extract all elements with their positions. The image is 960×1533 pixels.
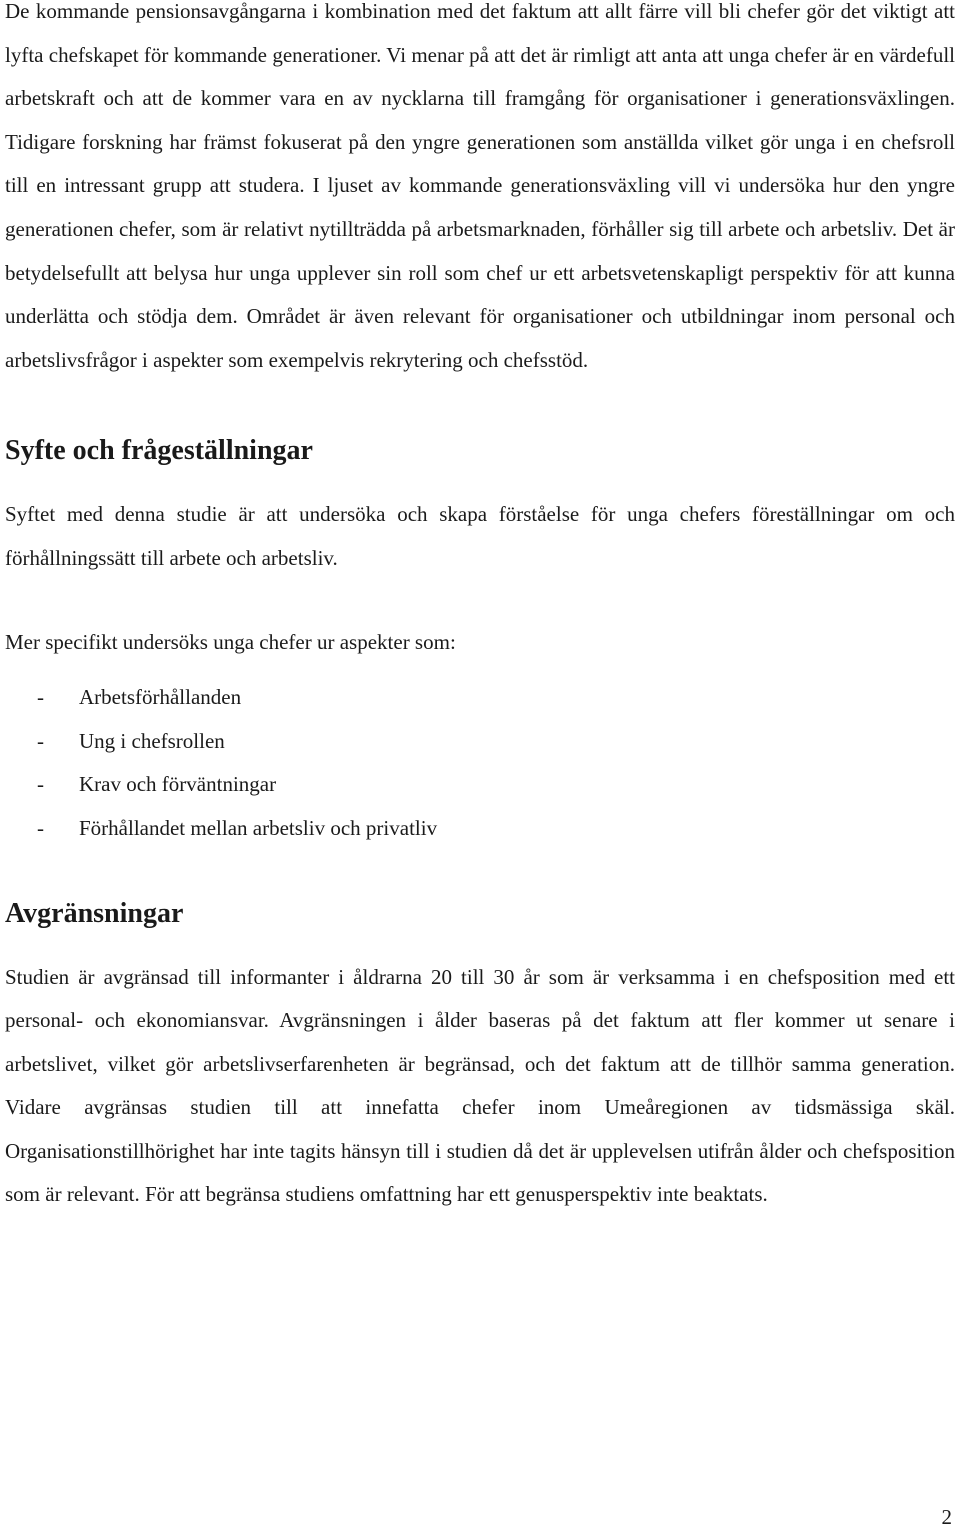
intro-paragraph: De kommande pensionsavgångarna i kombination med det faktum att allt färre vill bli chefer gör det viktigt att lyfta chefskapet för kommande generationer. Vi menar på att det är rimligt att anta att unga chefer är en värdefull arbetskraft och att de kommer vara en av nycklarna till framgång för organisationer i generationsväxlingen. Tidigare forskning har främst fokuserat på den yngre generationen som anställda vilket gör unga i en chefsroll till en intressant grupp att studera. I ljuset av kommande generationsväxling vill vi undersöka hur den yngre generationen chefer, som är relativt nytillträdda på arbetsmarknaden, förhåller sig till arbete och arbetsliv. Det är betydelsefullt att belysa hur unga upplever sin roll som chef ur ett arbetsvetenskapligt perspektiv för att kunna underlätta och stödja dem. Området är även relevant för organisationer och utbildningar inom personal och arbetslivsfrågor i aspekter som exempelvis rekrytering och chefsstöd. <box>5 0 955 372</box>
aspects-lead: Mer specifikt undersöks unga chefer ur aspekter som: <box>5 629 456 654</box>
avgransningar-paragraph: Studien är avgränsad till informanter i åldrarna 20 till 30 år som är verksamma i en chefsposition med ett personal- och ekonomiansvar. Avgränsningen i ålder baseras på det faktum att fler kommer ut senare i arbetslivet, vilket gör arbetslivserfarenheten är begränsad, och det faktum att de tillhör samma generation. Vidare avgränsas studien till att innefatta chefer inom Umeåregionen av tidsmässiga skäl. Organisationstillhörighet har inte tagits hänsyn till i studien då det är upplevelsen utifrån ålder och chefsposition som är relevant. För att begränsa studiens omfattning har ett genusperspektiv inte beaktats. <box>5 964 955 1207</box>
bullet-dash: - <box>37 685 44 710</box>
list-item-text: Ung i chefsrollen <box>79 728 225 753</box>
list-item-text: Krav och förväntningar <box>79 772 277 797</box>
list-item <box>5 763 955 807</box>
list-item-text: Förhållandet mellan arbetsliv och privatliv <box>79 815 438 840</box>
heading-avgransningar: Avgränsningar <box>5 897 184 929</box>
bullet-dash: - <box>37 815 44 840</box>
heading-syfte: Syfte och frågeställningar <box>5 435 313 467</box>
document-page <box>5 0 955 1217</box>
bullet-dash: - <box>37 772 44 797</box>
syfte-paragraph: Syftet med denna studie är att undersöka och skapa förståelse för unga chefers föreställningar om och förhållningssätt till arbete och arbetsliv. <box>5 502 955 570</box>
list-item-text: Arbetsförhållanden <box>79 685 242 710</box>
aspects-list <box>5 676 955 850</box>
page-number: 2 <box>941 1505 952 1529</box>
list-item <box>5 720 955 764</box>
list-item <box>5 676 955 720</box>
bullet-dash: - <box>37 728 44 753</box>
list-item <box>5 807 955 851</box>
